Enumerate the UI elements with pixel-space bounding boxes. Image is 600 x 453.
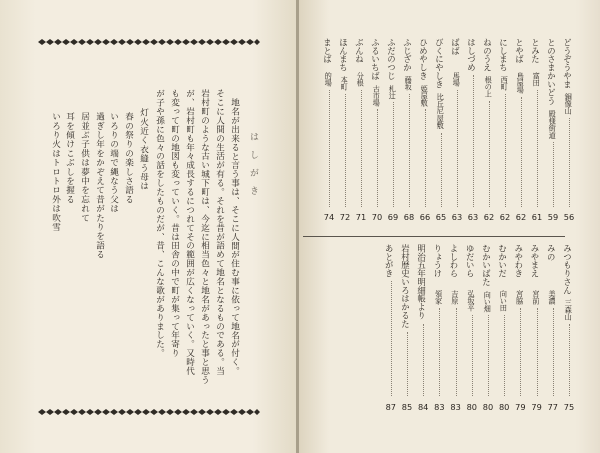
toc-page-number: 71 xyxy=(355,212,367,222)
left-page xyxy=(0,0,297,453)
toc-page-number: 69 xyxy=(387,212,399,222)
ornament-bottom xyxy=(38,408,260,416)
poem-line: いろりの端で縄なう父は xyxy=(108,112,119,214)
toc-page-number: 83 xyxy=(450,402,461,412)
toc-page-number: 62 xyxy=(499,212,511,222)
toc-entry-title: ばば xyxy=(450,38,461,55)
toc-page-number: 79 xyxy=(531,402,542,412)
toc-entry-subtitle: 根の上 xyxy=(484,76,494,98)
toc-page-number: 63 xyxy=(451,212,463,222)
toc-entry-subtitle: 的場 xyxy=(324,72,334,87)
toc-entry-title: ふだのつじ xyxy=(386,38,397,80)
toc-entry-subtitle: 殿様街道 xyxy=(548,110,558,139)
toc-entry-title: どうぞうやま xyxy=(562,38,573,89)
toc-entry-title: ひめやしき xyxy=(418,38,429,80)
toc-entry-subtitle: 比丘尼屋敷 xyxy=(436,93,446,129)
toc-entry-title: みの xyxy=(546,244,557,261)
toc-entry-title: ゆだいら xyxy=(465,244,476,278)
toc-entry-title: にしまち xyxy=(498,38,509,72)
toc-page-number: 74 xyxy=(323,212,335,222)
toc-entry-title: むかいだ xyxy=(497,244,508,278)
toc-entry-subtitle: 古市場 xyxy=(372,84,382,107)
toc-entry-subtitle: 藤坂 xyxy=(404,76,414,91)
ornament-top xyxy=(38,38,260,46)
toc-entry-title: 明治五年明細帳より xyxy=(416,244,427,320)
toc-page-number: 59 xyxy=(547,212,559,222)
toc-entry-title: ふるいちば xyxy=(370,38,381,80)
poem-line: 耳を傾けこぶしを握る xyxy=(64,112,75,204)
toc-entry-subtitle: 鳥屋場 xyxy=(516,72,526,94)
toc-entry-subtitle: 西町 xyxy=(500,76,510,91)
toc-entry-title: まとば xyxy=(322,38,333,64)
toc-page-number: 61 xyxy=(531,212,543,222)
toc-entry-title: はしづめ xyxy=(466,38,477,72)
toc-page-number: 75 xyxy=(563,402,575,412)
toc-entry-title: むかいばた xyxy=(481,244,492,286)
toc-entry-title: 岩村歴史いろはかるた xyxy=(400,244,411,328)
paragraph-line: そこに人間の生活が有る。それを昔が語めて地名となるものである。当 xyxy=(214,89,225,376)
toc-entry-subtitle: 富田 xyxy=(532,72,542,87)
toc-entry-subtitle: 美濃 xyxy=(548,290,557,305)
toc-entry-subtitle: 本町 xyxy=(340,76,350,91)
toc-page-number: 65 xyxy=(435,212,447,222)
toc-page-number: 80 xyxy=(466,402,477,412)
toc-entry-title: とのさまかいどう xyxy=(546,38,557,106)
toc-page-number: 85 xyxy=(401,402,413,412)
toc-entry-title: りょうけ xyxy=(432,244,443,278)
toc-page-number: 62 xyxy=(515,212,527,222)
poem-line: 過ぎし年をかぞえて昔がたりを語る xyxy=(94,112,105,260)
toc-entry-subtitle: 吉原 xyxy=(450,290,460,305)
toc-page-number: 62 xyxy=(483,212,495,222)
toc-page-number: 79 xyxy=(515,402,526,412)
toc-entry-subtitle: 馬場 xyxy=(452,72,462,87)
toc-entry-subtitle: 向い畑 xyxy=(483,290,493,313)
toc-entry-subtitle: 札辻 xyxy=(388,84,398,99)
toc-page-number: 70 xyxy=(371,212,383,222)
toc-page-number: 87 xyxy=(385,402,396,412)
paragraph-line: 地名が出来ると言う事は、そこに人間が住む事に依って地名が付く。 xyxy=(229,98,240,376)
toc-entry-title: ほんまち xyxy=(338,38,349,72)
toc-page-number: 84 xyxy=(417,402,429,412)
poem-line: 居並ぶ子供は夢中を忘れて xyxy=(79,112,90,223)
toc-entry-title: みやわき xyxy=(513,244,524,278)
paragraph-line: が子や孫に色々の話をしたものだが、昔、こんな歌がありました。 xyxy=(154,89,165,358)
toc-entry-subtitle: 宮前 xyxy=(531,290,541,305)
toc-entry-subtitle: 領家 xyxy=(434,290,444,305)
toc-page-number: 66 xyxy=(419,212,431,222)
right-page xyxy=(299,0,600,453)
preface-heading: はしがき xyxy=(248,132,258,204)
toc-divider xyxy=(303,236,565,237)
toc-page-number: 63 xyxy=(467,212,479,222)
toc-entry-subtitle: 分根 xyxy=(356,72,366,87)
paragraph-line: 岩村町のような古い城下町は、今迄に相当色々と地名があったと事と思う xyxy=(199,89,210,385)
toc-page-number: 80 xyxy=(498,402,510,412)
toc-page-number: 80 xyxy=(482,402,494,412)
paragraph-line: も変って町の地図も変っていく。昔は田舎の中で町が集って年寄り xyxy=(169,89,180,358)
toc-entry-subtitle: 弘坂平 xyxy=(467,290,476,312)
poem-line: 灯火近く衣縫う母は xyxy=(138,108,149,191)
toc-entry-subtitle: 姫屋敷 xyxy=(420,84,430,107)
toc-entry-subtitle: 向い田 xyxy=(499,290,509,312)
toc-page-number: 72 xyxy=(339,212,351,222)
toc-entry-title: よしわら xyxy=(449,244,459,278)
toc-entry-title: とやば xyxy=(514,38,525,64)
toc-entry-title: ねのうえ xyxy=(482,38,493,72)
toc-entry-subtitle: 宮脇 xyxy=(515,290,525,305)
toc-entry-title: みつもりさん xyxy=(562,244,573,295)
toc-entry-title: ぶんね xyxy=(354,38,365,64)
toc-entry-title: とみた xyxy=(530,38,541,64)
toc-entry-title: あとがき xyxy=(384,244,395,278)
toc-entry-title: みやまえ xyxy=(530,244,540,278)
toc-page-number: 77 xyxy=(547,402,558,412)
toc-page-number: 68 xyxy=(403,212,415,222)
poem-line: 春の祭りの楽しさ語る xyxy=(123,112,134,204)
toc-entry-subtitle: 銅像山 xyxy=(564,93,574,115)
poem-line: いろり火はトロトロ外は吹雪 xyxy=(50,112,61,232)
toc-entry-title: びくにやしき xyxy=(434,38,445,89)
toc-entry-title: ふじざか xyxy=(402,38,413,72)
toc-entry-subtitle: 三森山 xyxy=(564,299,574,321)
toc-page-number: 56 xyxy=(563,212,575,222)
toc-page-number: 83 xyxy=(434,402,445,412)
paragraph-line: が、岩村町も年々成長するにつれてその範囲が広くなっていく。又時代 xyxy=(184,89,195,376)
